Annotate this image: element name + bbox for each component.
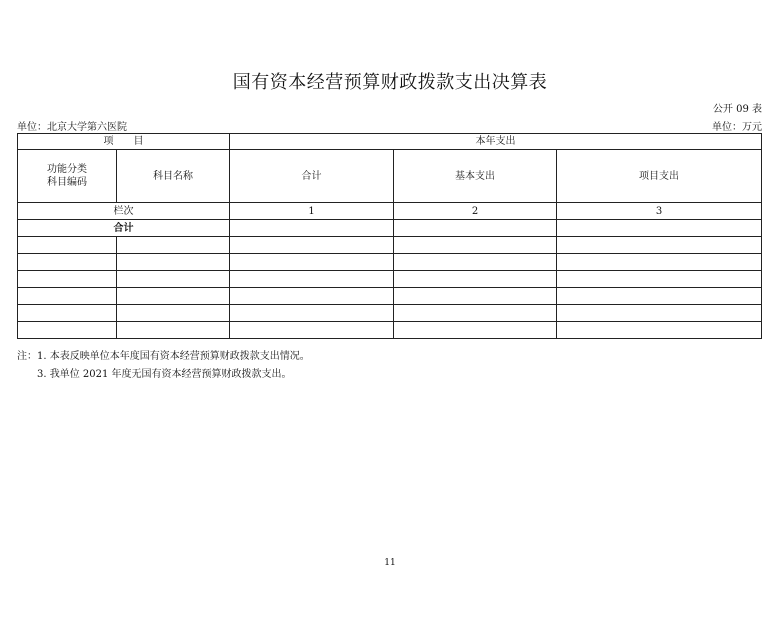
table-cell: [557, 305, 762, 322]
table-row: [18, 271, 762, 288]
table-cell: [557, 288, 762, 305]
index-cell-3: 3: [557, 203, 762, 220]
form-number: 公开 09 表: [712, 104, 762, 115]
header-function-code: [18, 150, 117, 203]
reporting-unit: 单位：北京大学第六医院: [17, 122, 127, 133]
note-line-2: 3. 我单位 2021 年度无国有资本经营预算财政拨款支出。: [37, 369, 292, 380]
table-cell: [394, 305, 557, 322]
table-row: [18, 254, 762, 271]
table-cell: [230, 322, 394, 339]
currency-unit: 单位：万元: [712, 122, 762, 133]
table-cell: [230, 271, 394, 288]
table-row: [18, 237, 762, 254]
page-title: 国有资本经营预算财政拨款支出决算表: [232, 72, 548, 93]
table-cell: [557, 237, 762, 254]
table-cell: [230, 305, 394, 322]
table-cell: [18, 305, 117, 322]
table-cell: [557, 254, 762, 271]
expenditure-table: [17, 133, 762, 339]
table-cell: [117, 271, 230, 288]
table-cell: [18, 288, 117, 305]
table-cell: [230, 254, 394, 271]
table-cell: [394, 220, 557, 237]
index-row: [18, 203, 762, 220]
table-cell: [18, 271, 117, 288]
table-cell: [557, 322, 762, 339]
table-cell: [394, 237, 557, 254]
table-cell: [230, 288, 394, 305]
table-cell: [18, 237, 117, 254]
table-cell: [557, 271, 762, 288]
table-cell: [117, 322, 230, 339]
index-label: 栏次: [18, 203, 230, 220]
table-cell: [117, 237, 230, 254]
header-project-expenditure: 项目支出: [557, 150, 762, 203]
header-function-code-line2: 科目编码: [47, 177, 87, 188]
notes: [17, 348, 310, 384]
header-item: 项 目: [18, 134, 230, 150]
header-basic-expenditure: 基本支出: [394, 150, 557, 203]
table-cell: [230, 237, 394, 254]
table-row: [18, 288, 762, 305]
page-number: 11: [384, 558, 396, 568]
header-current-year: 本年支出: [230, 134, 762, 150]
header-function-code-line1: 功能分类: [47, 164, 87, 175]
table-cell: [230, 220, 394, 237]
index-cell-1: 1: [230, 203, 394, 220]
table-row: [18, 305, 762, 322]
table-cell: [394, 288, 557, 305]
table-cell: [117, 254, 230, 271]
index-cell-2: 2: [394, 203, 557, 220]
total-row: [18, 220, 762, 237]
table-cell: [394, 322, 557, 339]
note-line-1: 注：1. 本表反映单位本年度国有资本经营预算财政拨款支出情况。: [17, 351, 310, 362]
table-header-row: [18, 134, 762, 150]
table-subheader-row: [18, 150, 762, 203]
table-cell: [394, 271, 557, 288]
table-cell: [557, 220, 762, 237]
total-label: 合计: [18, 220, 230, 237]
header-subject-name: 科目名称: [117, 150, 230, 203]
table-cell: [117, 305, 230, 322]
table-cell: [394, 254, 557, 271]
header-total: 合计: [230, 150, 394, 203]
table-cell: [18, 322, 117, 339]
table-cell: [117, 288, 230, 305]
table-row: [18, 322, 762, 339]
table-cell: [18, 254, 117, 271]
